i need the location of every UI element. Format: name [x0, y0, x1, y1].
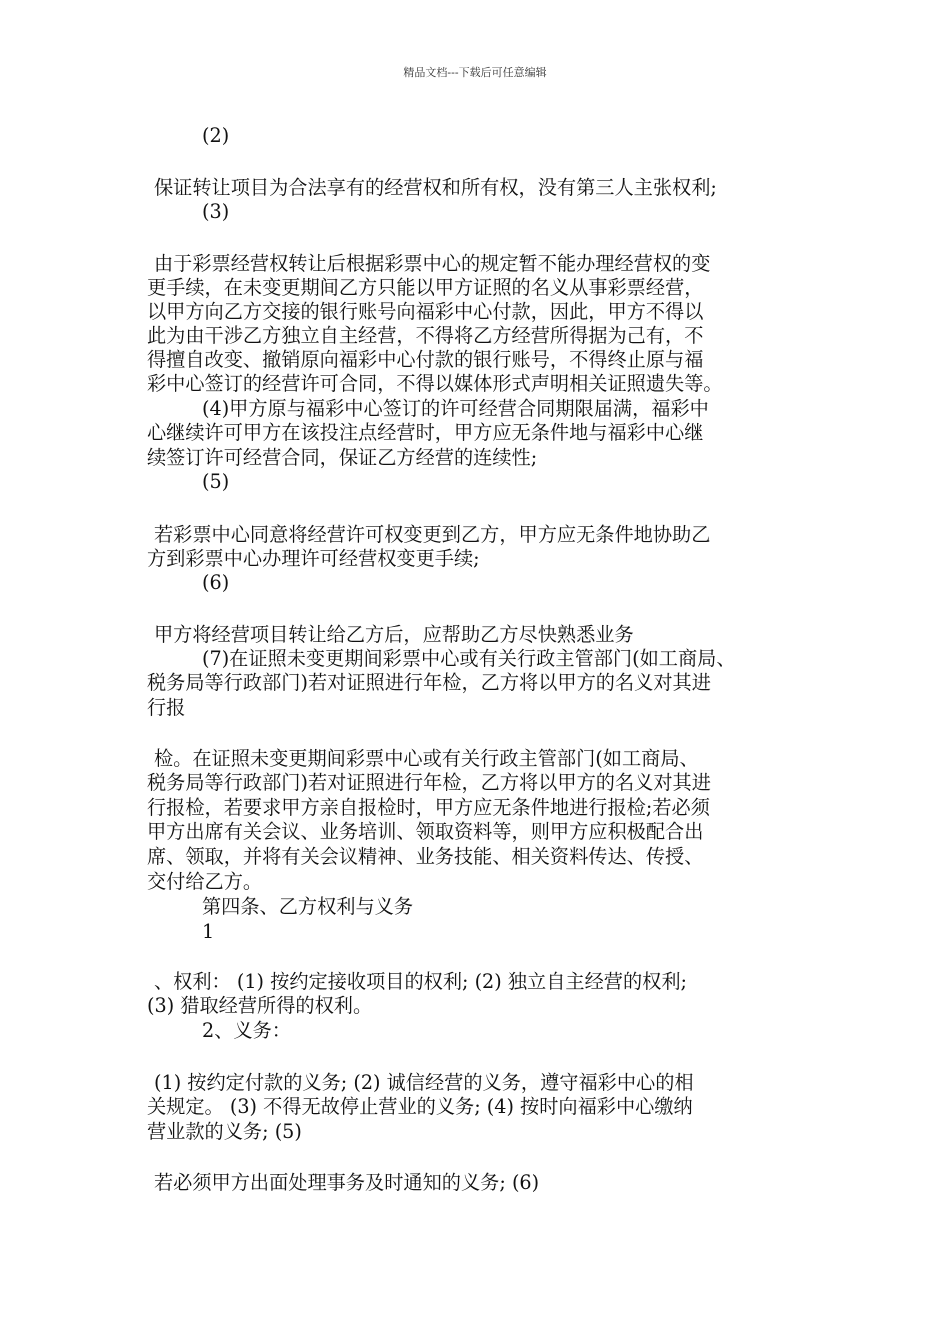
text-line: 甲方出席有关会议、业务培训、领取资料等，则甲方应积极配合出: [147, 820, 704, 843]
text-line: 心继续许可甲方在该投注点经营时，甲方应无条件地与福彩中心继: [147, 421, 704, 444]
text-line: 得擅自改变、撤销原向福彩中心付款的银行账号，不得终止原与福: [147, 348, 704, 371]
text-line: 甲方将经营项目转让给乙方后，应帮助乙方尽快熟悉业务: [154, 623, 634, 646]
text-line: 税务局等行政部门)若对证照进行年检，乙方将以甲方的名义对其进: [147, 671, 711, 694]
text-line: 2、义务：: [202, 1019, 291, 1042]
section-heading: 第四条、乙方权利与义务: [202, 895, 414, 918]
text-line: 若必须甲方出面处理事务及时通知的义务; (6): [154, 1171, 540, 1194]
text-line: 、权利： (1) 按约定接收项目的权利; (2) 独立自主经营的权利;: [154, 970, 687, 993]
text-line: 行报检，若要求甲方亲自报检时，甲方应无条件地进行报检;若必须: [147, 796, 710, 819]
text-line: (3) 猎取经营所得的权利。: [147, 994, 373, 1017]
text-line: 交付给乙方。: [147, 870, 263, 893]
text-line: (6): [202, 571, 230, 594]
text-line: 税务局等行政部门)若对证照进行年检，乙方将以甲方的名义对其进: [147, 771, 711, 794]
text-line: 彩中心签订的经营许可合同，不得以媒体形式声明相关证照遗失等。: [147, 372, 723, 395]
text-line: 行报: [147, 696, 186, 719]
text-line: (2): [202, 124, 230, 147]
text-line: (4)甲方原与福彩中心签订的许可经营合同期限届满，福彩中: [202, 397, 709, 420]
text-line: 此为由干涉乙方独立自主经营，不得将乙方经营所得据为己有，不: [147, 324, 704, 347]
text-line: 方到彩票中心办理许可经营权变更手续;: [147, 547, 480, 570]
text-line: (1) 按约定付款的义务; (2) 诚信经营的义务，遵守福彩中心的相: [154, 1071, 694, 1094]
text-line: 营业款的义务; (5): [147, 1120, 302, 1143]
page-header: 精品文档---下载后可任意编辑: [403, 66, 547, 79]
text-line: 检。在证照未变更期间彩票中心或有关行政主管部门(如工商局、: [154, 747, 699, 770]
text-line: (3): [202, 200, 230, 223]
text-line: (5): [202, 470, 230, 493]
text-line: 以甲方向乙方交接的银行账号向福彩中心付款，因此，甲方不得以: [147, 300, 704, 323]
text-line: 若彩票中心同意将经营许可权变更到乙方，甲方应无条件地协助乙: [154, 523, 711, 546]
text-line: 更手续，在未变更期间乙方只能以甲方证照的名义从事彩票经营，: [147, 276, 704, 299]
text-line: 席、领取，并将有关会议精神、业务技能、相关资料传达、传授、: [147, 845, 704, 868]
text-line: 关规定。 (3) 不得无故停止营业的义务; (4) 按时向福彩中心缴纳: [147, 1095, 693, 1118]
text-line: (7)在证照未变更期间彩票中心或有关行政主管部门(如工商局、: [202, 647, 736, 670]
text-line: 续签订许可经营合同，保证乙方经营的连续性;: [147, 446, 538, 469]
text-line: 1: [202, 920, 215, 943]
text-line: 保证转让项目为合法享有的经营权和所有权，没有第三人主张权利;: [154, 176, 717, 199]
text-line: 由于彩票经营权转让后根据彩票中心的规定暂不能办理经营权的变: [154, 252, 711, 275]
